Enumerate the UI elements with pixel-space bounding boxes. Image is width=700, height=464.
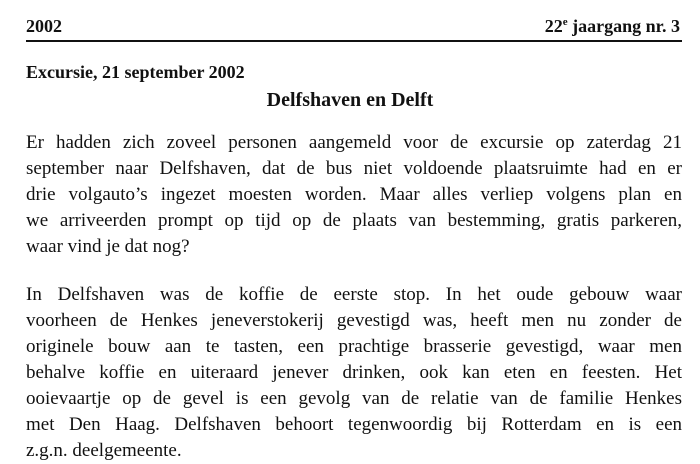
header-year: 2002 [26,16,62,36]
issue-volume-label: jaargang nr. 3 [567,16,680,36]
section-title: Excursie, 21 september 2002 [26,62,245,82]
running-header [26,16,680,40]
paragraph-line: originele bouw aan te tasten, een prachtige brasserie gevestigd, waar men [26,336,682,357]
issue-ordinal-suffix: e [562,16,568,28]
paragraph-line: z.g.n. deelgemeente. [26,440,182,461]
paragraph-line: met Den Haag. Delfshaven behoort tegenwoordig bij Rotterdam en is een [26,414,682,435]
paragraph-line: Er hadden zich zoveel personen aangemeld voor de excursie op zaterdag 21 [26,132,682,153]
paragraph-line: waar vind je dat nog? [26,236,190,257]
article-title: Delfshaven en Delft [266,89,434,111]
header-issue [545,16,680,37]
paragraph-line: ooievaartje op de gevel is een gevolg van de relatie van de familie Henkes [26,388,682,409]
paragraph-line: behalve koffie en uiteraard jenever drinken, ook kan eten en feesten. Het [26,362,682,383]
paragraph-line: september naar Delfshaven, dat de bus niet voldoende plaatsruimte had en er [26,158,682,179]
paragraph-line: we arriveerden prompt op tijd op de plaats van bestemming, gratis parkeren, [26,210,682,231]
header-rule [26,40,682,42]
paragraph-2 [26,282,682,464]
issue-volume-number: 22 [544,16,563,36]
paragraph-1 [26,130,682,260]
paragraph-line: drie volgauto’s ingezet moesten worden. Maar alles verliep volgens plan en [26,184,682,205]
paragraph-line: voorheen de Henkes jeneverstokerij gevestigd was, heeft men nu zonder de [26,310,682,331]
paragraph-line: In Delfshaven was de koffie de eerste stop. In het oude gebouw waar [26,284,682,305]
